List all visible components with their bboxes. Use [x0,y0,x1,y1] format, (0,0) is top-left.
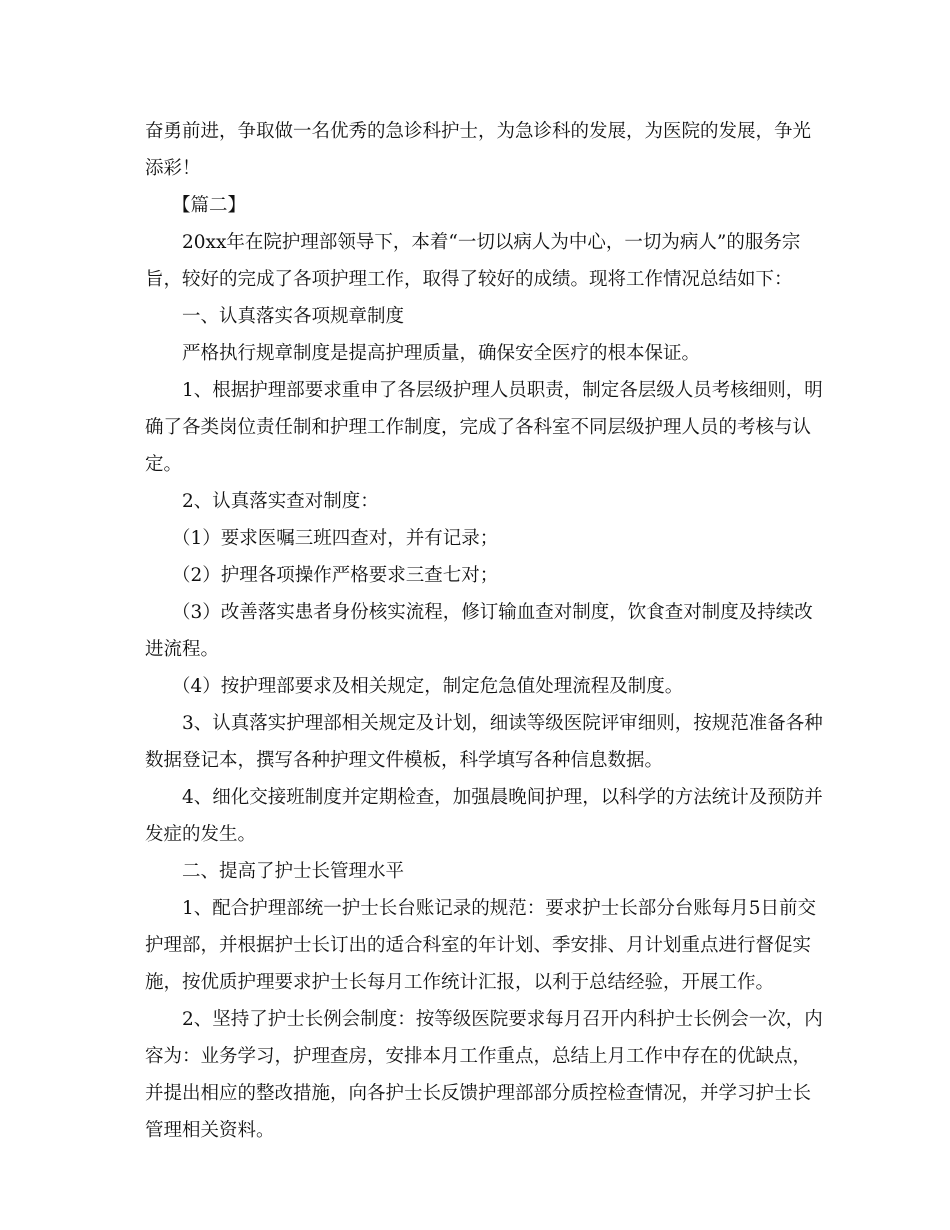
paragraph-section-2-item-2: 2、坚持了护士长例会制度：按等级医院要求每月召开内科护士长例会一次，内容为：业务学习，护理查房，安排本月工作重点，总结上月工作中存在的优缺点，并提出相应的整改措施，向各护士长反馈护理部部分质控检查情况，并学习护士长管理相关资料。 [145,1009,823,1141]
section-heading-part-two: 【篇二】 [172,195,247,216]
paragraph-subitem-3: （3）改善落实患者身份核实流程，修订输血查对制度，饮食查对制度及持续改进流程。 [145,602,813,660]
paragraph-intro: 20xx年在院护理部领导下，本着“一切以病人为中心，一切为病人”的服务宗旨，较好的完成了各项护理工作，取得了较好的成绩。现将工作情况总结如下： [145,232,801,290]
paragraph-item-1: 1、根据护理部要求重申了各层级护理人员职责，制定各层级人员考核细则，明确了各类岗位责任制和护理工作制度，完成了各科室不同层级护理人员的考核与认定。 [145,380,823,475]
paragraph-subitem-2: （2）护理各项操作严格要求三查七对； [172,565,499,586]
paragraph-item-2: 2、认真落实查对制度： [182,491,379,512]
document-body [145,113,825,1149]
paragraph-item-4: 4、细化交接班制度并定期检查，加强晨晚间护理，以科学的方法统计及预防并发症的发生。 [145,787,823,845]
paragraph-item-3: 3、认真落实护理部相关规定及计划，细读等级医院评审细则，按规范准备各种数据登记本，撰写各种护理文件模板，科学填写各种信息数据。 [145,713,823,771]
heading-section-2: 二、提高了护士长管理水平 [182,861,405,882]
paragraph-section-2-item-1: 1、配合护理部统一护士长台账记录的规范：要求护士长部分台账每月5日前交护理部，并根据护士长订出的适合科室的年计划、季安排、月计划重点进行督促实施，按优质护理要求护士长每月工作统计汇报，以利于总结经验，开展工作。 [145,898,817,993]
paragraph-continuation: 奋勇前进，争取做一名优秀的急诊科护士，为急诊科的发展，为医院的发展，争光添彩！ [145,121,812,179]
paragraph-subitem-4: （4）按护理部要求及相关规定，制定危急值处理流程及制度。 [172,676,684,697]
heading-section-1: 一、认真落实各项规章制度 [182,306,405,327]
paragraph-subitem-1: （1）要求医嘱三班四查对，并有记录； [172,528,499,549]
paragraph-rules-basis: 严格执行规章制度是提高护理质量，确保安全医疗的根本保证。 [182,343,701,364]
